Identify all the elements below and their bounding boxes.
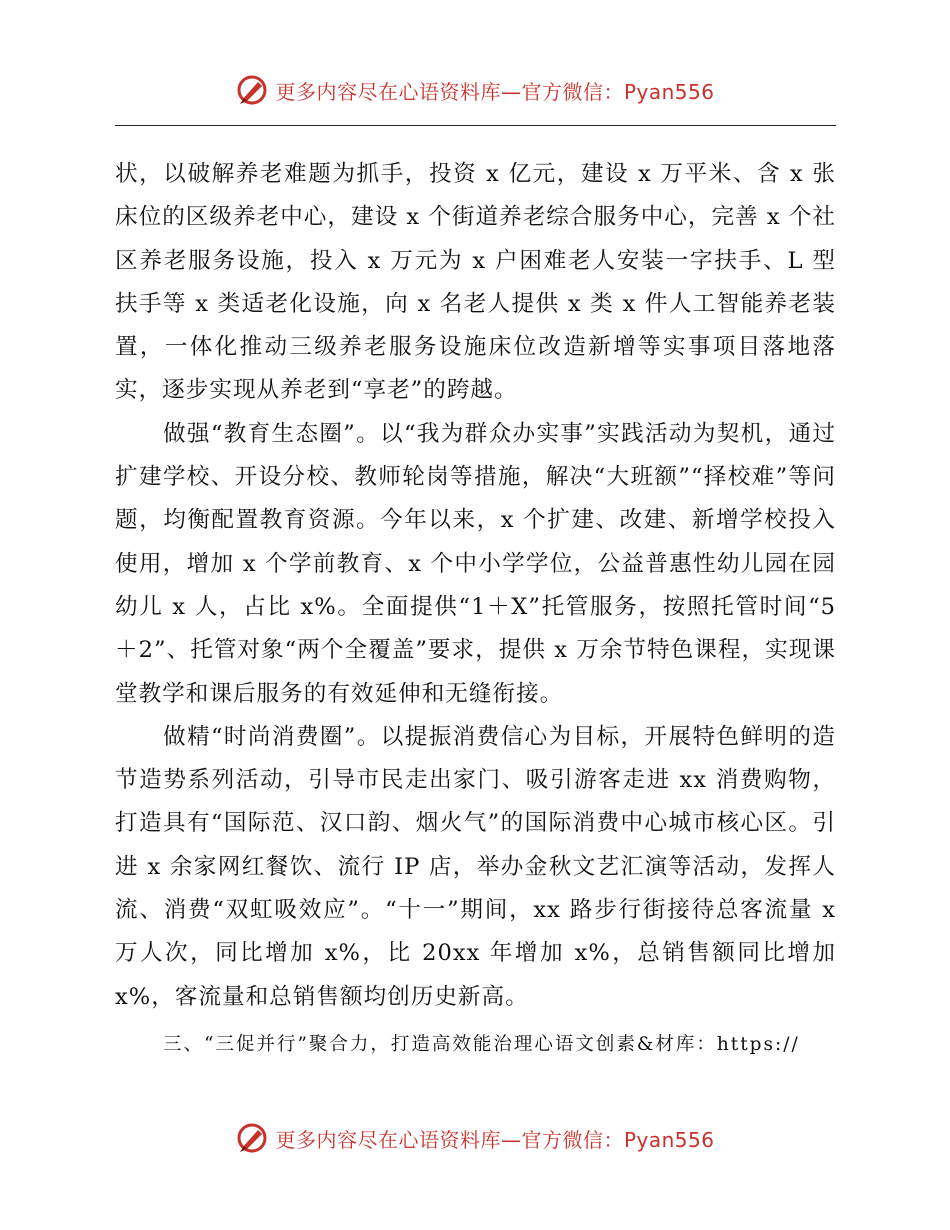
header-rule	[115, 125, 836, 126]
watermark-banner-bottom	[0, 1118, 950, 1158]
paragraph-eldercare: 状，以破解养老难题为抓手，投资 x 亿元，建设 x 万平米、含 x 张床位的区级养老中心，建设 x 个街道养老综合服务中心，完善 x 个社区养老服务设施，投入 x 万元为 x 户困难老人安装一字扶手、L 型扶手等 x 类适老化设施，向 x 名老人提供 x 类 x 件人工智能养老装置，一体化推动三级养老服务设施床位改造新增等实事项目落地落实，逐步实现从养老到“享老”的跨越。	[115, 161, 836, 404]
watermark-banner-top	[0, 70, 950, 110]
section-heading-three: 三、“三促并行”聚合力，打造高效能治理心语文创素&材库：https://	[163, 1033, 800, 1055]
watermark-text-bottom: 更多内容尽在心语资料库—官方微信：Pyan556	[275, 1127, 715, 1152]
watermark-text-top: 更多内容尽在心语资料库—官方微信：Pyan556	[275, 79, 715, 104]
document-body	[115, 153, 836, 1066]
pen-logo-icon	[235, 1121, 269, 1155]
pen-logo-icon	[235, 73, 269, 107]
paragraph-consumption: 做精“时尚消费圈”。以提振消费信心为目标，开展特色鲜明的造节造势系列活动，引导市民走出家门、吸引游客走进 xx 消费购物，打造具有“国际范、汉口韵、烟火气”的国际消费中心城市核心区。引进 x 余家网红餐饮、流行 IP 店，举办金秋文艺汇演等活动，发挥人流、消费“双虹吸效应”。“十一”期间，xx 路步行街接待总客流量 x 万人次，同比增加 x%，比 20xx 年增加 x%，总销售额同比增加 x%，客流量和总销售额均创历史新高。	[115, 723, 836, 1010]
paragraph-education: 做强“教育生态圈”。以“我为群众办实事”实践活动为契机，通过扩建学校、开设分校、教师轮岗等措施，解决“大班额”“择校难”等问题，均衡配置教育资源。今年以来，x 个扩建、改建、新增学校投入使用，增加 x 个学前教育、x 个中小学学位，公益普惠性幼儿园在园幼儿 x 人，占比 x%。全面提供“1＋X”托管服务，按照托管时间“5＋2”、托管对象“两个全覆盖”要求，提供 x 万余节特色课程，实现课堂教学和课后服务的有效延伸和无缝衔接。	[115, 420, 836, 707]
